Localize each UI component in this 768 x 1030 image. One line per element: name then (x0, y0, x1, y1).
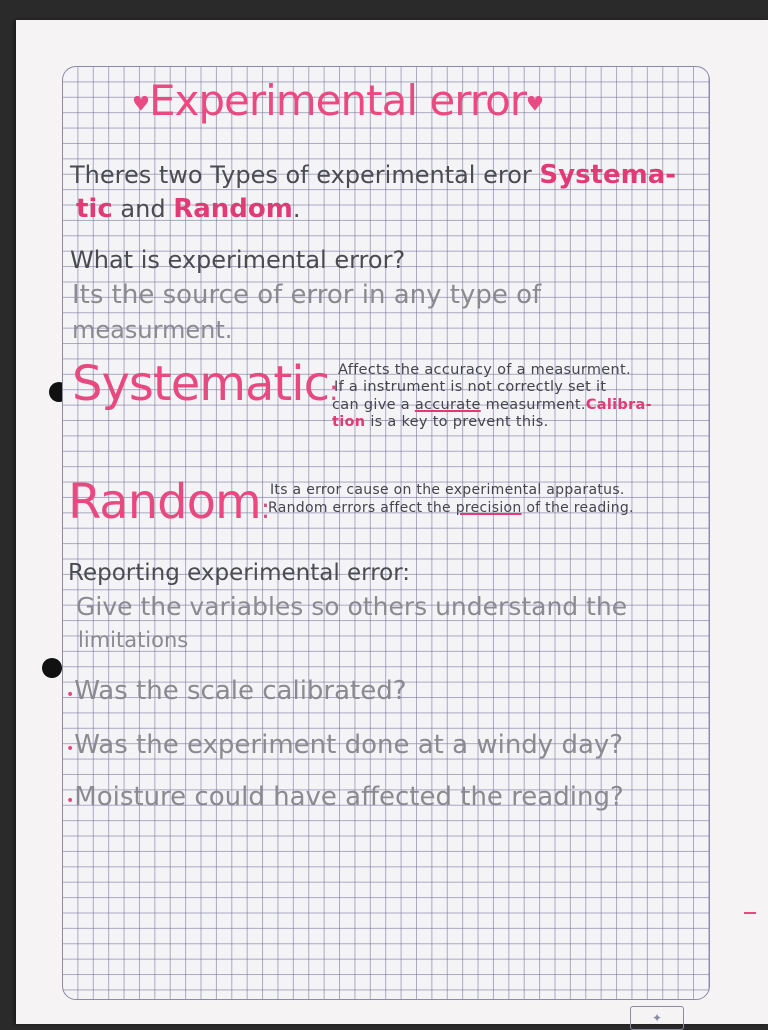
question-heading: What is experimental error? (70, 246, 406, 274)
bullet-dot-icon: • (66, 741, 75, 757)
bullet-item (66, 782, 624, 812)
systematic-heading-text: Systematic (72, 356, 329, 412)
question-answer-line-2: measurment. (72, 316, 233, 344)
systematic-def-line-4 (332, 414, 548, 430)
intro-line-1 (70, 160, 676, 190)
reporting-heading: Reporting experimental error: (68, 560, 411, 586)
heart-icon: ♥ (526, 91, 543, 116)
systematic-def-line-2: If a instrument is not correctly set it (334, 379, 607, 395)
systematic-def-line-1: Affects the accuracy of a measurment. (338, 362, 631, 378)
reporting-line-1: Give the variables so others understand the (76, 592, 628, 621)
bullet-text: Was the scale calibrated? (74, 676, 407, 706)
random-def-line-1: Its a error cause on the experimental apparatus. (270, 482, 625, 498)
calibration-keyword-end: tion (332, 414, 366, 430)
random-heading (68, 474, 269, 530)
bullet-text: Was the experiment done at a windy day? (74, 730, 624, 760)
pink-ink-mark (744, 912, 756, 914)
title-text: Experimental error (148, 76, 527, 125)
bullet-text: Moisture could have affected the reading? (74, 782, 624, 812)
systematic-keyword-end: tic (76, 194, 113, 224)
bullet-dot-icon: • (66, 793, 75, 809)
random-colon: : (260, 492, 270, 525)
intro-line-2 (76, 194, 300, 224)
accurate-underlined: accurate (414, 397, 481, 413)
random-text: of the reading. (526, 500, 634, 516)
brand-stamp: ✦ (630, 1006, 684, 1030)
random-text: Random errors affect the (268, 500, 451, 516)
bullet-dot-icon: • (66, 687, 75, 703)
sys-text: measurment. (485, 397, 586, 413)
binder-hole-bottom (42, 658, 62, 678)
reporting-line-2: limitations (78, 628, 189, 652)
question-answer-line-1: Its the source of error in any type of (72, 280, 542, 310)
systematic-colon: : (328, 374, 338, 407)
systematic-heading (72, 356, 337, 412)
sys-text: can give a (332, 397, 410, 413)
precision-underlined: precision (455, 500, 522, 516)
bullet-item (66, 676, 407, 706)
page-title (132, 76, 543, 125)
sys-text: is a key to prevent this. (370, 414, 549, 430)
systematic-def-line-3 (332, 397, 652, 413)
and-text: and (120, 195, 166, 223)
systematic-keyword: Systema- (539, 160, 677, 190)
intro-text: Theres two Types of experimental eror (70, 161, 532, 189)
heart-icon: ♥ (132, 91, 149, 116)
calibration-keyword: Calibra- (585, 397, 652, 413)
bullet-item (66, 730, 623, 760)
random-def-line-2 (268, 500, 634, 516)
random-heading-text: Random (68, 474, 261, 530)
intro-period: . (292, 195, 301, 223)
random-keyword: Random (173, 194, 293, 224)
